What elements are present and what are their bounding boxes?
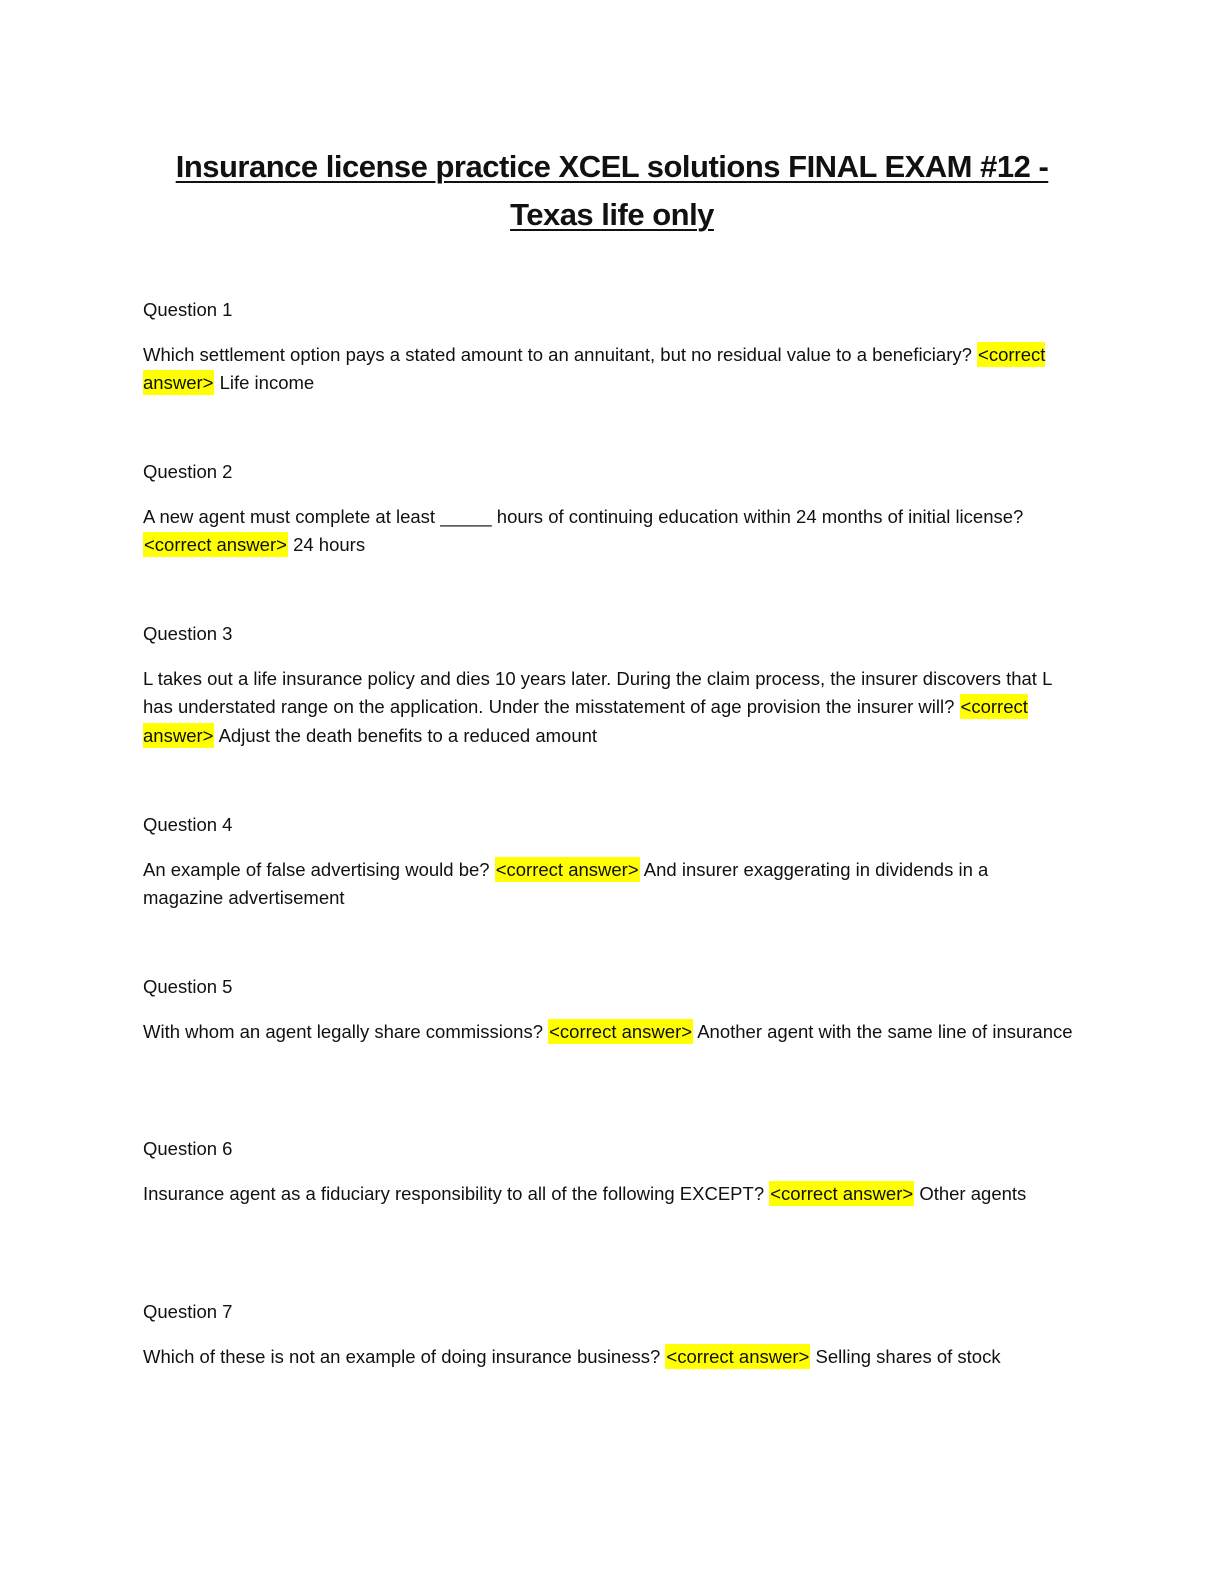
question-block [143, 1135, 1073, 1208]
question-label: Question 2 [143, 461, 233, 482]
question-label: Question 4 [143, 814, 233, 835]
question-body [143, 1343, 1073, 1372]
question-label: Question 7 [143, 1301, 233, 1322]
question-text: L takes out a life insurance policy and dies 10 years later. During the claim process, the insurer discovers that L has understated range on the application. Under the misstatement of age provision the insurer will? [143, 667, 1052, 717]
question-text: Which settlement option pays a stated amount to an annuitant, but no residual value to a beneficiary? [143, 343, 972, 365]
question-block [143, 973, 1073, 1046]
question-label: Question 1 [143, 299, 233, 320]
question-text: A new agent must complete at least _____ hours of continuing education within 24 months of initial license? [143, 505, 1024, 527]
question-label: Question 6 [143, 1138, 233, 1159]
answer-text: Adjust the death benefits to a reduced amount [218, 724, 598, 746]
question-label: Question 5 [143, 976, 233, 997]
correct-answer-tag: <correct answer> [495, 858, 639, 880]
question-body [143, 856, 1073, 913]
question-text: With whom an agent legally share commissions? [143, 1020, 543, 1042]
answer-text: And insurer exaggerating in dividends in a magazine advertisement [143, 858, 989, 908]
question-block [143, 620, 1073, 750]
question-body [143, 503, 1073, 560]
question-block [143, 458, 1073, 560]
answer-text: 24 hours [293, 534, 366, 555]
question-text: An example of false advertising would be? [143, 858, 490, 880]
document-title [0, 143, 1224, 239]
question-block [143, 811, 1073, 913]
correct-answer-tag: <correct answer> [666, 1345, 810, 1367]
answer-text: Life income [219, 372, 315, 393]
answer-text: Selling shares of stock [815, 1345, 1001, 1367]
answer-text: Other agents [919, 1182, 1027, 1204]
correct-answer-tag: <correct answer> [143, 696, 1028, 746]
question-body [143, 1018, 1073, 1047]
question-text: Insurance agent as a fiduciary responsibility to all of the following EXCEPT? [143, 1182, 765, 1204]
question-body [143, 1180, 1073, 1209]
question-block [143, 296, 1073, 398]
answer-text: Another agent with the same line of insurance [697, 1020, 1073, 1042]
correct-answer-tag: <correct answer> [144, 534, 287, 555]
correct-answer-tag: <correct answer> [770, 1182, 914, 1204]
question-body [143, 341, 1073, 398]
correct-answer-tag: <correct answer> [143, 343, 1046, 393]
correct-answer-tag: <correct answer> [549, 1020, 693, 1042]
question-text: Which of these is not an example of doing insurance business? [143, 1345, 661, 1367]
question-body [143, 665, 1073, 751]
title-line-2: Texas life only [510, 197, 714, 232]
question-block [143, 1298, 1073, 1371]
question-label: Question 3 [143, 623, 233, 644]
title-line-1: Insurance license practice XCEL solutions FINAL EXAM #12 - [175, 149, 1049, 184]
